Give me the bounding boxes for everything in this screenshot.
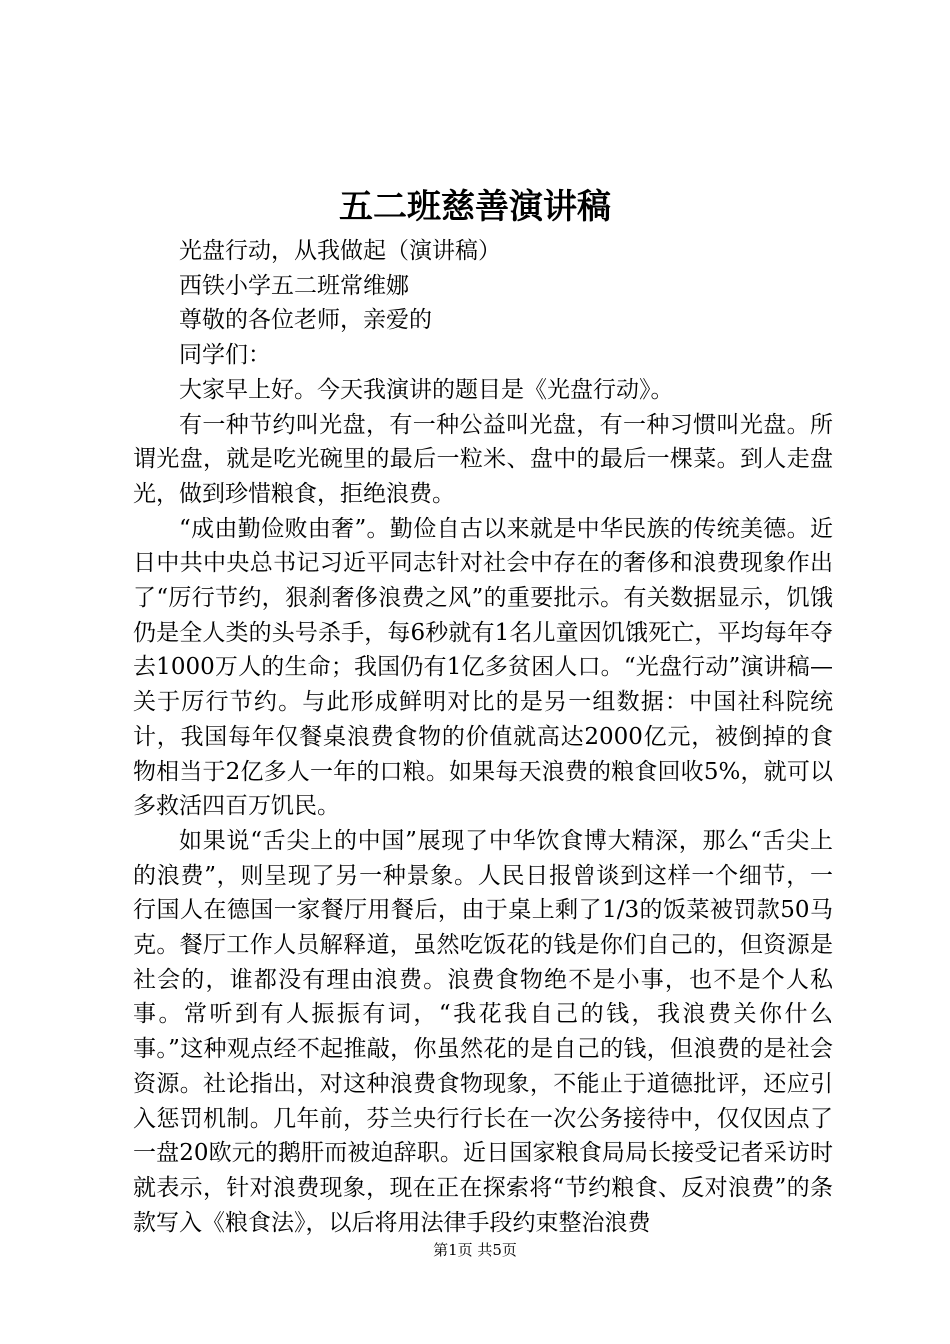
greeting-paragraph: 大家早上好。今天我演讲的题目是《光盘行动》。	[179, 376, 674, 403]
body-paragraph: 有一种节约叫光盘，有一种公益叫光盘，有一种习惯叫光盘。所谓光盘，就是吃光碗里的最后一粒米、盘中的最后一棵菜。到人走盘光，做到珍惜粮食，拒绝浪费。	[133, 411, 833, 507]
document-body	[133, 234, 833, 1240]
body-paragraph: “成由勤俭败由奢”。勤俭自古以来就是中华民族的传统美德。近日中共中央总书记习近平同志针对社会中存在的奢侈和浪费现象作出了“厉行节约，狠刹奢侈浪费之风”的重要批示。有关数据显示，饥饿仍是全人类的头号杀手，每6秒就有1名儿童因饥饿死亡，平均每年夺去1000万人的生命；我国仍有1亿多贫困人口。“光盘行动”演讲稿—关于厉行节约。与此形成鲜明对比的是另一组数据：中国社科院统计，我国每年仅餐桌浪费食物的价值就高达2000亿元，被倒掉的食物相当于2亿多人一年的口粮。如果每天浪费的粮食回收5%，就可以多救活四百万饥民。	[133, 515, 833, 820]
body-paragraph: 如果说“舌尖上的中国”展现了中华饮食博大精深，那么“舌尖上的浪费”，则呈现了另一种景象。人民日报曾谈到这样一个细节，一行国人在德国一家餐厅用餐后，由于桌上剩了1/3的饭菜被罚款50马克。餐厅工作人员解释道，虽然吃饭花的钱是你们自己的，但资源是社会的，谁都没有理由浪费。浪费食物绝不是小事，也不是个人私事。常听到有人振振有词，“我花我自己的钱，我浪费关你什么事。”这种观点经不起推敲，你虽然花的是自己的钱，但浪费的是社会资源。社论指出，对这种浪费食物现象，不能止于道德批评，还应引入惩罚机制。几年前，芬兰央行行长在一次公务接待中，仅仅因点了一盘20欧元的鹅肝而被迫辞职。近日国家粮食局局长接受记者采访时就表示，针对浪费现象，现在正在探索将“节约粮食、反对浪费”的条款写入《粮食法》，以后将用法律手段约束整治浪费	[133, 827, 833, 1236]
salutation-line-2: 同学们：	[179, 342, 271, 369]
page-footer: 第1页 共5页	[433, 1241, 517, 1259]
document-title: 五二班慈善演讲稿	[339, 187, 611, 227]
author-line: 西铁小学五二班常维娜	[179, 272, 409, 299]
speech-heading: 光盘行动，从我做起（演讲稿）	[179, 238, 501, 264]
salutation-line-1: 尊敬的各位老师，亲爱的	[179, 307, 432, 334]
